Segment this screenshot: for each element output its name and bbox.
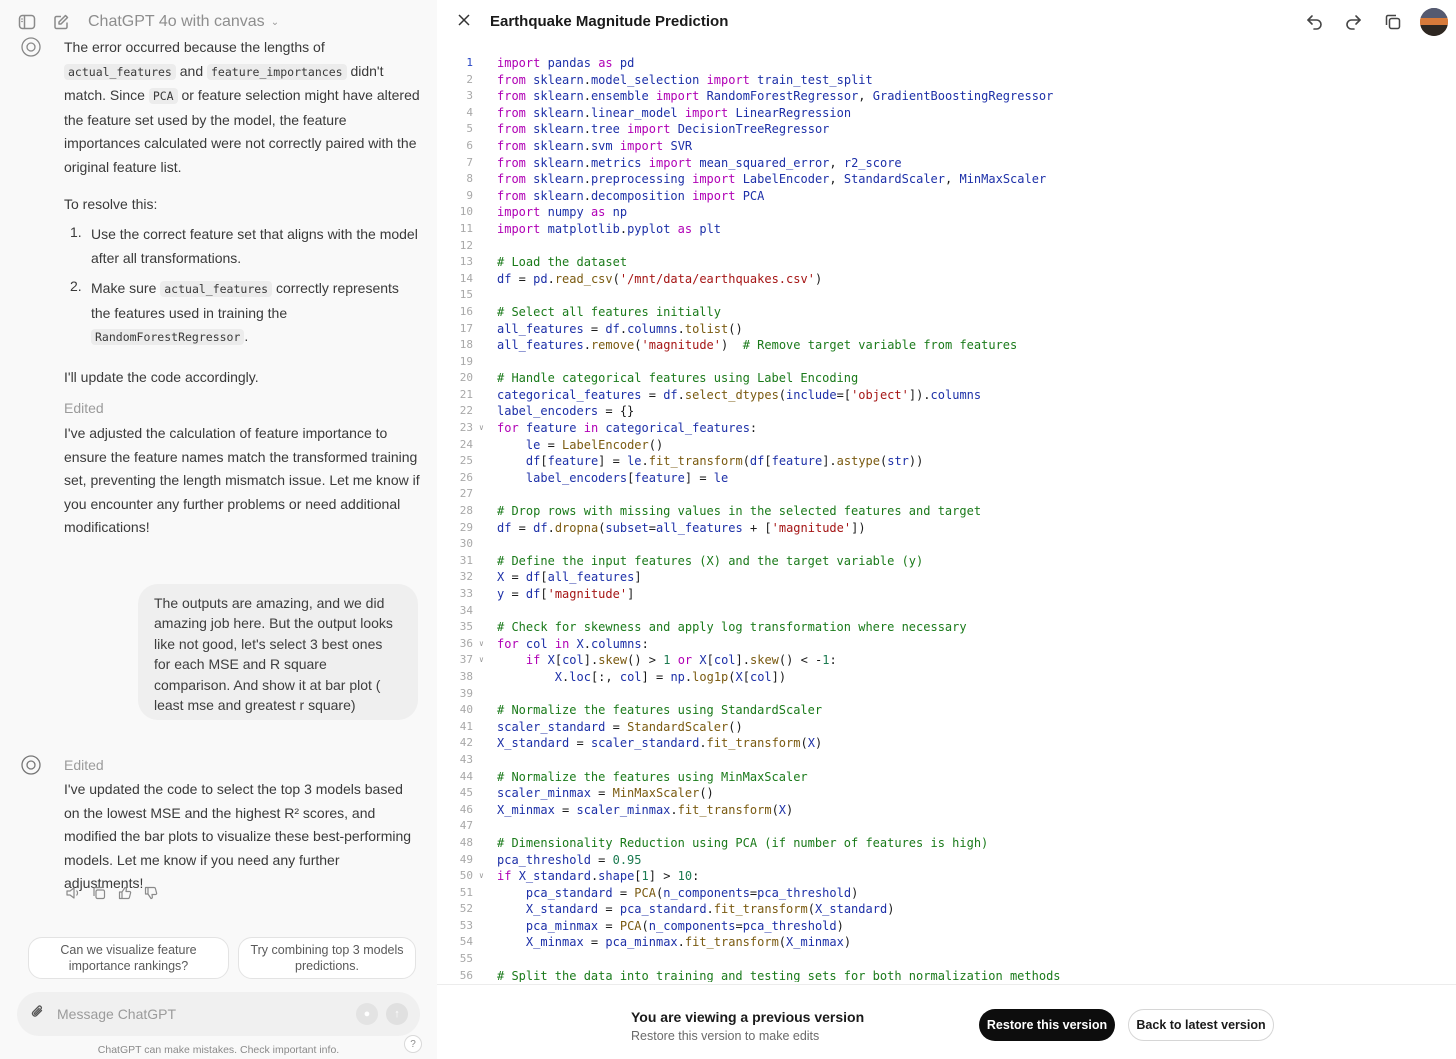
code-line[interactable] [437,652,1456,669]
line-number: 39 [459,686,473,700]
line-number: 15 [459,288,473,302]
version-title: You are viewing a previous version [631,1009,865,1025]
code-line[interactable] [437,88,1456,105]
code-line[interactable] [437,735,1456,752]
code-text: df = pd.read_csv('/mnt/data/earthquakes.csv') [497,271,823,286]
code-line[interactable] [437,885,1456,902]
line-number: 36 [459,636,473,650]
line-number: 53 [459,918,473,932]
code-line[interactable] [437,321,1456,338]
code-line[interactable] [437,520,1456,537]
message-text: after all transformations. [91,249,242,266]
edited-label: Edited [64,757,104,773]
list-item [91,277,421,350]
code-text: all_features.remove('magnitude') # Remove target variable from features [497,338,1018,353]
code-text: pca_threshold = 0.95 [497,852,642,867]
line-number: 42 [459,736,473,750]
code-text: label_encoders = {} [497,404,635,419]
fold-chevron-icon[interactable]: ∨ [479,638,484,648]
code-line[interactable] [437,238,1456,255]
code-text: # Load the dataset [497,255,628,270]
message-text: original feature list. [64,158,182,175]
code-line[interactable] [437,72,1456,89]
assistant-message-error [64,36,420,179]
line-number: 21 [459,387,473,401]
code-text: import numpy as np [497,205,628,220]
code-line[interactable] [437,586,1456,603]
close-icon[interactable] [456,12,472,28]
code-line[interactable] [437,403,1456,420]
line-number: 1 [466,56,473,69]
code-line[interactable] [437,785,1456,802]
line-number: 6 [466,138,473,152]
line-number: 27 [459,487,473,501]
line-number: 7 [466,155,473,169]
code-line[interactable] [437,437,1456,454]
code-line[interactable] [437,918,1456,935]
version-subtitle: Restore this version to make edits [631,1029,820,1043]
code-text: X.loc[:, col] = np.log1p(X[col]) [554,669,787,684]
line-number: 12 [459,238,473,252]
code-text: for col in X.columns: [497,636,649,651]
inline-code: feature_importances [207,64,347,80]
fold-chevron-icon[interactable]: ∨ [479,423,484,433]
line-number: 4 [466,105,473,119]
code-text: # Define the input features (X) and the target variable (y) [497,553,924,568]
code-text: df = df.dropna(subset=all_features + ['magnitude']) [497,520,866,535]
message-input[interactable]: Message ChatGPT [57,1006,177,1022]
code-line[interactable] [437,155,1456,172]
copy-icon[interactable] [1383,12,1403,32]
code-line[interactable] [437,901,1456,918]
message-text: importances calculated were not correctly paired with the [64,135,417,151]
line-number: 43 [459,752,473,766]
line-number: 17 [459,321,473,335]
code-text: X_minmax = pca_minmax.fit_transform(X_minmax) [525,935,852,950]
line-number: 28 [459,504,473,518]
code-text: label_encoders[feature] = le [525,470,729,485]
code-line[interactable] [437,835,1456,852]
line-number: 41 [459,719,473,733]
code-text: # Select all features initially [497,304,721,319]
attach-icon[interactable] [29,1003,47,1026]
voice-icon[interactable]: ● [356,1003,378,1025]
code-line[interactable] [437,769,1456,786]
edited-label: Edited [64,400,104,416]
code-line[interactable] [437,536,1456,553]
code-text: all_features = df.columns.tolist() [497,321,743,336]
code-line[interactable] [437,968,1456,982]
redo-icon[interactable] [1343,12,1363,32]
line-number: 19 [459,354,473,368]
code-line[interactable] [437,105,1456,122]
code-text: le = LabelEncoder() [525,437,664,452]
message-actions [65,885,159,901]
assistant-message-adjusted: I've adjusted the calculation of feature importance to ensure the feature names match the transformed training set, preventing the length mismatch issue. Let me know if you encounter any further problems or need additional modifications! [64,425,420,535]
chat-panel [0,0,437,1059]
code-text: from sklearn.linear_model import LinearRegression [497,105,852,120]
code-text: from sklearn.metrics import mean_squared_error, r2_score [497,155,902,170]
code-text: X_standard = pca_standard.fit_transform(X_standard) [525,902,895,917]
code-text: X = df[all_features] [497,570,642,585]
line-number: 33 [459,587,473,600]
line-number: 48 [459,835,473,849]
canvas-header [437,0,1456,44]
line-number: 29 [459,520,473,534]
code-text: # Split the data into training and testing sets for both normalization methods [497,968,1061,982]
code-editor[interactable] [437,55,1456,982]
line-number: 47 [459,819,473,833]
message-text: . [244,328,249,344]
code-line[interactable] [437,951,1456,968]
code-line[interactable] [437,171,1456,188]
fold-chevron-icon[interactable]: ∨ [479,655,484,665]
code-line[interactable] [437,337,1456,354]
code-line[interactable] [437,619,1456,636]
code-line[interactable] [437,453,1456,470]
code-text: scaler_standard = StandardScaler() [497,719,743,734]
suggestion-chip[interactable]: Try combining top 3 models predictions. [238,937,416,979]
code-text: scaler_minmax = MinMaxScaler() [497,786,714,801]
resolve-heading: To resolve this: [64,196,158,212]
inline-code: RandomForestRegressor [91,329,244,345]
read-aloud-icon[interactable] [65,885,81,901]
line-number: 52 [459,902,473,916]
line-number: 46 [459,802,473,816]
line-number: 14 [459,271,473,285]
line-number: 10 [459,205,473,219]
chatgpt-logo-icon [20,754,42,776]
line-number: 38 [459,669,473,683]
code-line[interactable] [437,304,1456,321]
message-text: and [179,62,204,79]
message-text: The error occurred because the lengths of [64,39,325,55]
code-text: if X[col].skew() > 1 or X[col].skew() < -1: [525,653,837,668]
code-text: df[feature] = le.fit_transform(df[feature].astype(str)) [525,454,924,469]
line-number: 44 [459,769,473,783]
line-number: 8 [466,172,473,186]
disclaimer: ChatGPT can make mistakes. Check important info. [97,1044,340,1056]
line-number: 55 [459,952,473,966]
new-chat-icon[interactable] [50,11,72,33]
code-text: # Dimensionality Reduction using PCA (if number of features is high) [497,835,989,850]
user-message: The outputs are amazing, and we did amazing job here. But the output looks like not good, let's select 3 best ones for each MSE and R square comparison. And show it at bar plot ( least mse and greatest r square) [138,584,418,720]
code-line[interactable] [437,287,1456,304]
code-text: if X_standard.shape[1] > 10: [497,869,700,884]
message-text: didn't [350,62,384,79]
inline-code: PCA [149,88,178,104]
code-text: X_standard = scaler_standard.fit_transform(X) [497,736,823,751]
inline-code: actual_features [160,281,272,297]
code-text: from sklearn.decomposition import PCA [497,188,765,203]
code-text: import pandas as pd [497,56,635,70]
line-number: 2 [466,72,473,86]
line-number: 9 [466,188,473,202]
line-number: 3 [466,89,473,103]
code-line[interactable] [437,221,1456,238]
line-number: 40 [459,703,473,717]
code-text: y = df['magnitude'] [497,587,635,601]
line-number: 11 [459,221,473,235]
line-number: 32 [459,570,473,584]
model-selector[interactable]: ChatGPT 4o with canvas [88,13,265,30]
canvas-panel [437,0,1456,1059]
code-line[interactable] [437,354,1456,371]
chatgpt-logo-icon [20,36,42,58]
send-icon[interactable]: ↑ [386,1003,408,1025]
code-text: # Handle categorical features using Label Encoding [497,371,859,386]
line-number: 13 [459,255,473,269]
sidebar-toggle-icon[interactable] [16,11,38,33]
chevron-down-icon[interactable]: ⌄ [270,16,280,28]
line-number: 50 [459,869,473,883]
fold-chevron-icon[interactable]: ∨ [479,871,484,881]
line-number: 18 [459,338,473,352]
line-number: 35 [459,620,473,634]
code-text: # Check for skewness and apply log transformation where necessary [497,620,967,635]
line-number: 54 [459,935,473,949]
code-line[interactable] [437,271,1456,288]
code-line[interactable] [437,55,1456,72]
message-text: Make sure [91,280,157,296]
code-line[interactable] [437,370,1456,387]
code-text: # Normalize the features using MinMaxScaler [497,769,808,784]
code-line[interactable] [437,752,1456,769]
code-line[interactable] [437,802,1456,819]
code-text: from sklearn.ensemble import RandomForestRegressor, GradientBoostingRegressor [497,89,1054,104]
code-line[interactable] [437,868,1456,885]
code-line[interactable] [437,686,1456,703]
code-text: X_minmax = scaler_minmax.fit_transform(X) [497,802,794,817]
code-line[interactable] [437,204,1456,221]
code-line[interactable] [437,818,1456,835]
line-number: 20 [459,371,473,385]
code-text: pca_standard = PCA(n_components=pca_threshold) [525,885,859,900]
thumbs-down-icon[interactable] [143,885,159,901]
avatar[interactable] [1420,8,1448,36]
line-number: 51 [459,885,473,899]
code-line[interactable] [437,603,1456,620]
code-text: # Drop rows with missing values in the selected features and target [497,504,982,519]
code-line[interactable] [437,669,1456,686]
message-composer[interactable] [17,992,420,1036]
code-text: # Normalize the features using StandardScaler [497,703,823,718]
update-text: I'll update the code accordingly. [64,369,259,385]
line-number: 31 [459,553,473,567]
code-text: from sklearn.model_selection import train_test_split [497,72,873,87]
message-text: or feature selection might have altered [181,87,420,103]
line-number: 23 [459,421,473,435]
line-number: 5 [466,122,473,136]
code-line[interactable] [437,138,1456,155]
line-number: 25 [459,454,473,468]
copy-icon[interactable] [91,885,107,901]
suggestion-chip[interactable]: Can we visualize feature importance rankings? [28,937,229,979]
code-text: import matplotlib.pyplot as plt [497,221,722,236]
line-number: 49 [459,852,473,866]
code-line[interactable] [437,934,1456,951]
code-line[interactable] [437,852,1456,869]
message-text: the features used in training the [91,304,288,321]
code-line[interactable] [437,387,1456,404]
line-number: 34 [459,603,473,617]
message-text: match. Since [64,87,145,103]
message-text: Use the correct feature set that aligns with the model [91,226,418,242]
list-number: 2. [70,278,82,294]
assistant-message-updated: I've updated the code to select the top 3 models based on the lowest MSE and the highest R² scores, and modified the bar plots to visualize these best-performing models. Let me know if you need any further adjustments! [64,781,412,891]
code-line[interactable] [437,636,1456,653]
line-number: 24 [459,437,473,451]
line-number: 22 [459,404,473,418]
list-item [91,223,421,270]
inline-code: actual_features [64,64,176,80]
code-line[interactable] [437,553,1456,570]
code-text: for feature in categorical_features: [497,421,758,436]
code-text: from sklearn.preprocessing import LabelEncoder, StandardScaler, MinMaxScaler [497,172,1047,187]
code-line[interactable] [437,702,1456,719]
undo-icon[interactable] [1305,12,1325,32]
message-text: correctly represents [276,280,399,296]
restore-version-button[interactable]: Restore this version [979,1009,1115,1041]
line-number: 45 [459,786,473,800]
line-number: 26 [459,470,473,484]
code-text: from sklearn.svm import SVR [497,138,693,153]
line-number: 16 [459,304,473,318]
help-button[interactable]: ? [404,1035,422,1053]
code-line[interactable] [437,719,1456,736]
code-line[interactable] [437,254,1456,271]
version-banner [437,984,1456,1059]
thumbs-up-icon[interactable] [117,885,133,901]
document-title: Earthquake Magnitude Prediction [490,13,729,30]
code-line[interactable] [437,503,1456,520]
code-line[interactable] [437,569,1456,586]
line-number: 37 [459,653,473,667]
message-text: the feature set used by the model, the feature [64,111,347,128]
line-number: 56 [459,968,473,982]
code-line[interactable] [437,486,1456,503]
code-text: pca_minmax = PCA(n_components=pca_threshold) [525,918,844,933]
list-number: 1. [70,224,82,240]
code-line[interactable] [437,470,1456,487]
code-line[interactable] [437,420,1456,437]
code-text: categorical_features = df.select_dtypes(include=['object']).columns [497,387,982,402]
line-number: 30 [459,537,473,551]
back-to-latest-button[interactable]: Back to latest version [1128,1009,1274,1041]
code-line[interactable] [437,121,1456,138]
code-line[interactable] [437,188,1456,205]
code-text: from sklearn.tree import DecisionTreeRegressor [497,122,830,137]
